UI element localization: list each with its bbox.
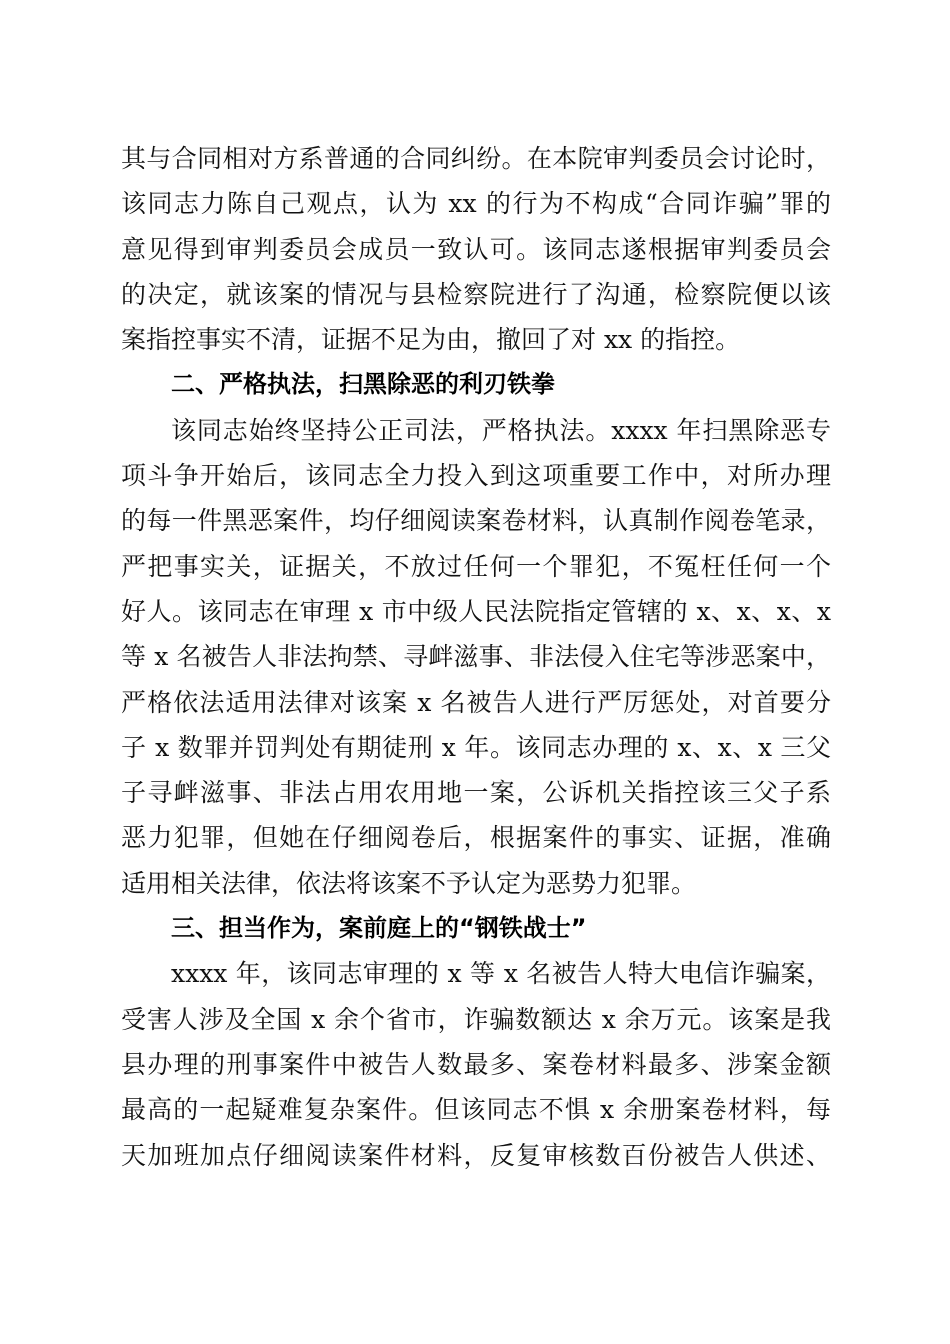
document-body xyxy=(121,136,831,1178)
text-line: 县办理的刑事案件中被告人数最多、案卷材料最多、涉案金额 xyxy=(121,1049,831,1079)
text-line: 子 x 数罪并罚判处有期徒刑 x 年。该同志办理的 x、x、x 三父 xyxy=(121,732,831,762)
text-line: 该同志力陈自己观点，认为 xx 的行为不构成“合同诈骗”罪的 xyxy=(121,189,831,219)
text-line: 最高的一起疑难复杂案件。但该同志不惧 x 余册案卷材料，每 xyxy=(121,1095,831,1125)
text-line: 子寻衅滋事、非法占用农用地一案，公诉机关指控该三父子系 xyxy=(121,778,831,808)
text-line: 意见得到审判委员会成员一致认可。该同志遂根据审判委员会 xyxy=(121,234,831,264)
text-line: 案指控事实不清，证据不足为由，撤回了对 xx 的指控。 xyxy=(121,325,741,355)
text-line: 受害人涉及全国 x 余个省市，诈骗数额达 x 余万元。该案是我 xyxy=(121,1004,831,1034)
paragraph-1 xyxy=(121,136,831,362)
text-line: 项斗争开始后，该同志全力投入到这项重要工作中，对所办理 xyxy=(121,461,831,491)
text-line: 恶力犯罪，但她在仔细阅卷后，根据案件的事实、证据，准确 xyxy=(121,823,831,853)
text-line: xxxx 年，该同志审理的 x 等 x 名被告人特大电信诈骗案， xyxy=(171,959,831,989)
paragraph-2 xyxy=(121,408,831,906)
section-heading-3: 三、担当作为，案前庭上的“钢铁战士” xyxy=(171,914,587,943)
text-line: 严格依法适用法律对该案 x 名被告人进行严厉惩处，对首要分 xyxy=(121,687,831,717)
section-heading-2: 二、严格执法，扫黑除恶的利刃铁拳 xyxy=(171,370,555,399)
text-line: 的决定，就该案的情况与县检察院进行了沟通，检察院便以该 xyxy=(121,279,831,309)
paragraph-3 xyxy=(121,951,831,1177)
text-line: 等 x 名被告人非法拘禁、寻衅滋事、非法侵入住宅等涉恶案中， xyxy=(121,642,831,672)
text-line: 适用相关法律，依法将该案不予认定为恶势力犯罪。 xyxy=(121,868,697,898)
text-line: 天加班加点仔细阅读案件材料，反复审核数百份被告人供述、 xyxy=(121,1140,831,1170)
text-line: 的每一件黑恶案件，均仔细阅读案卷材料，认真制作阅卷笔录， xyxy=(121,506,831,536)
text-line: 好人。该同志在审理 x 市中级人民法院指定管辖的 x、x、x、x xyxy=(121,596,831,626)
text-line: 该同志始终坚持公正司法，严格执法。xxxx 年扫黑除恶专 xyxy=(171,415,831,445)
text-line: 严把事实关，证据关，不放过任何一个罪犯，不冤枉任何一个 xyxy=(121,551,831,581)
text-line: 其与合同相对方系普通的合同纠纷。在本院审判委员会讨论时， xyxy=(121,144,831,173)
